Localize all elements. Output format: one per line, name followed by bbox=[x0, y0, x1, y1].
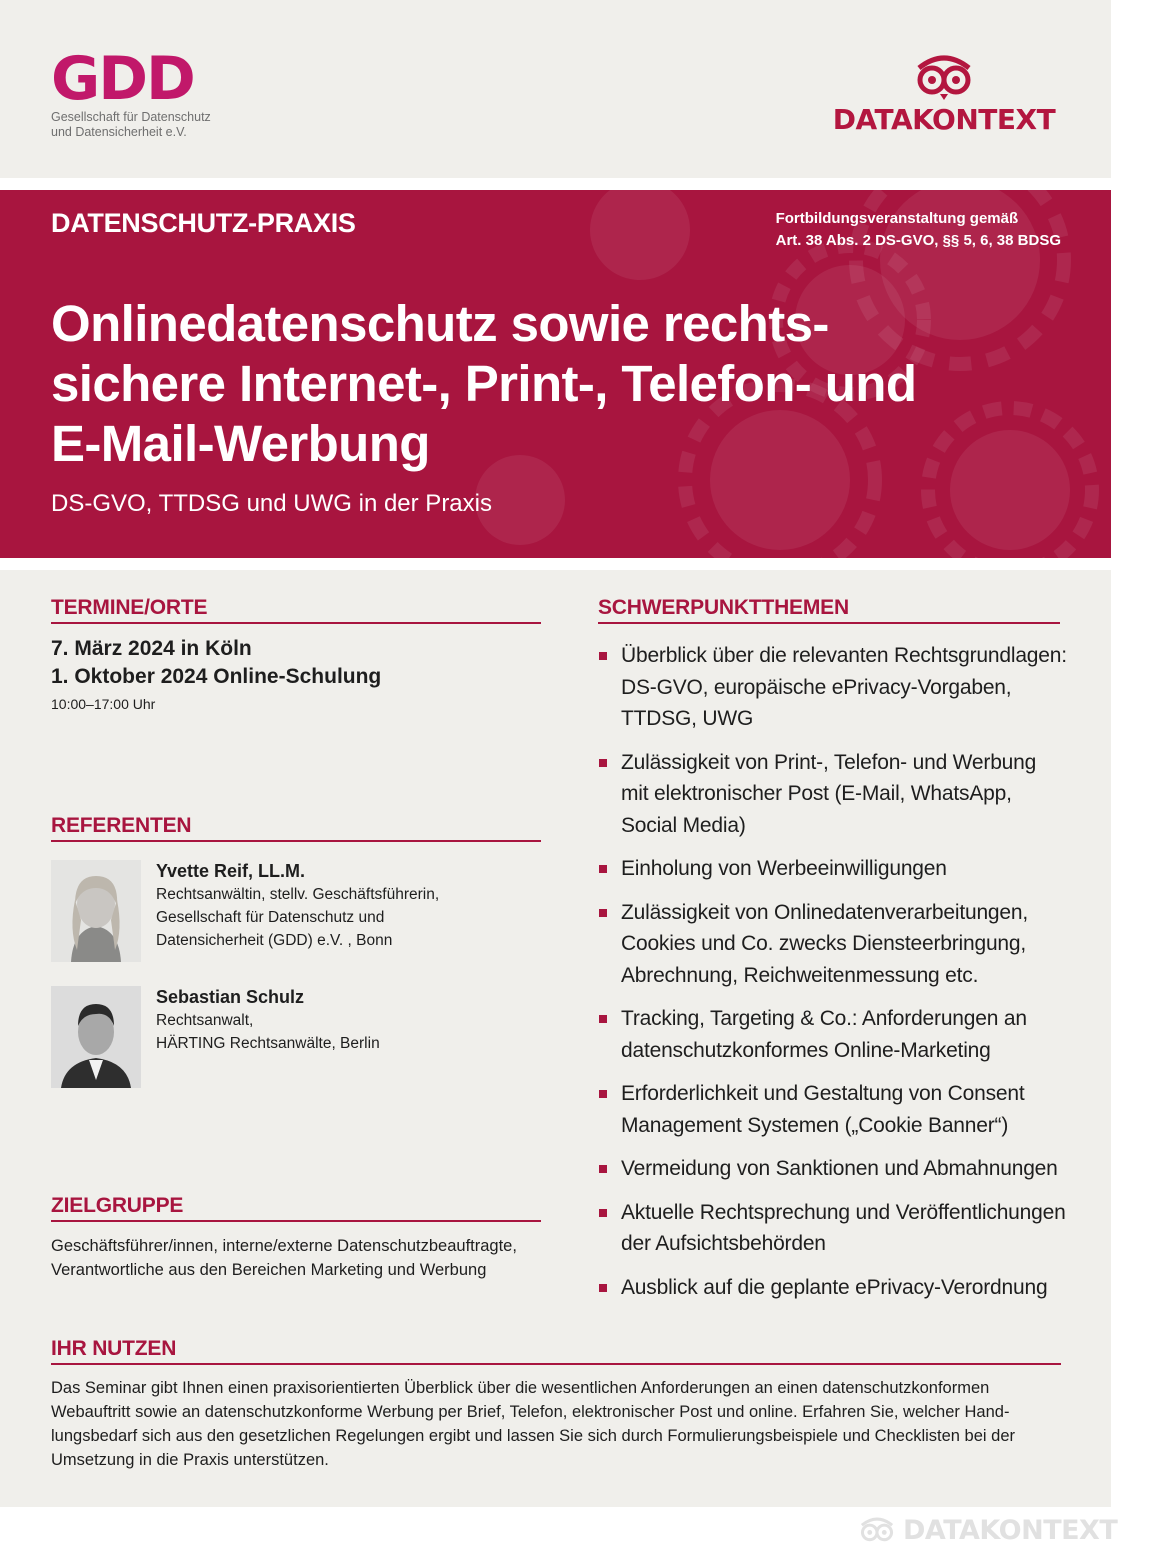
title-line2: sichere Internet-, Print-, Telefon- und bbox=[51, 355, 917, 412]
schwerpunkte-heading: SCHWERPUNKTTHEMEN bbox=[598, 596, 1060, 624]
datakontext-wordmark: DATAKONTEXT bbox=[832, 103, 1056, 136]
topic-item bbox=[598, 1153, 1068, 1185]
gdd-logo bbox=[51, 44, 211, 140]
footer-logo bbox=[857, 1512, 1117, 1548]
page-title bbox=[51, 294, 916, 474]
nutzen-text bbox=[51, 1376, 1061, 1472]
zielgruppe-line: Verantwortliche aus den Bereichen Marketing und Werbung bbox=[51, 1261, 487, 1279]
zielgruppe-text bbox=[51, 1234, 551, 1282]
zielgruppe-heading: ZIELGRUPPE bbox=[51, 1194, 541, 1222]
date-format: Online-Schulung bbox=[213, 665, 382, 688]
date-text: 1. Oktober 2024 bbox=[51, 665, 208, 688]
title-line1: Onlinedatenschutz sowie rechts- bbox=[51, 295, 829, 352]
dates-block bbox=[51, 635, 381, 691]
date-item: 7. März 2024 in Köln bbox=[51, 637, 252, 660]
topic-text: Ausblick auf die geplante ePrivacy-Verordnung bbox=[621, 1275, 1048, 1299]
speaker-photo bbox=[51, 986, 141, 1088]
portrait-icon bbox=[51, 860, 141, 962]
bullet-icon bbox=[599, 1015, 607, 1023]
bullet-icon bbox=[599, 1165, 607, 1173]
owl-icon bbox=[857, 1514, 897, 1546]
bullet-icon bbox=[599, 909, 607, 917]
nutzen-heading: IHR NUTZEN bbox=[51, 1337, 1061, 1365]
topic-item bbox=[598, 897, 1068, 992]
bullet-icon bbox=[599, 1284, 607, 1292]
speaker-organization: Gesellschaft für Datenschutz und bbox=[156, 909, 385, 926]
topic-item bbox=[598, 1078, 1068, 1141]
owl-icon bbox=[911, 50, 977, 102]
topic-item bbox=[598, 1003, 1068, 1066]
speaker-name: Yvette Reif, LL.M. bbox=[156, 861, 306, 881]
date-item bbox=[51, 663, 381, 691]
header-area bbox=[0, 0, 1111, 178]
bullet-icon bbox=[599, 759, 607, 767]
topic-item bbox=[598, 853, 1068, 885]
bullet-icon bbox=[599, 1209, 607, 1217]
gdd-logo-word: GDD bbox=[51, 44, 194, 114]
topic-text: Einholung von Werbeeinwilligungen bbox=[621, 857, 947, 880]
hero-banner bbox=[0, 190, 1111, 558]
termine-heading: TERMINE/ORTE bbox=[51, 596, 541, 624]
topic-text: Tracking, Targeting & Co.: Anforderungen an datenschutzkonformes Online-Marketing bbox=[621, 1007, 1027, 1062]
speaker-info bbox=[156, 986, 380, 1055]
speaker-info bbox=[156, 860, 439, 952]
topics-list bbox=[598, 640, 1068, 1315]
nutzen-line: lungsbedarf sich aus den gesetzlichen Regelungen ergibt und lassen Sie sich durch Formulierungsbeispiele und Checklisten bei der bbox=[51, 1427, 1016, 1445]
cert-line2: Art. 38 Abs. 2 DS-GVO, §§ 5, 6, 38 BDSG bbox=[775, 232, 1061, 249]
topic-text: Aktuelle Rechtsprechung und Veröffentlichungen der Aufsichtsbehörden bbox=[621, 1200, 1066, 1255]
gdd-logo-subtitle bbox=[51, 110, 211, 140]
portrait-icon bbox=[51, 986, 141, 1088]
page-subtitle: DS-GVO, TTDSG und UWG in der Praxis bbox=[51, 490, 492, 517]
topic-item bbox=[598, 1272, 1068, 1304]
datakontext-logo bbox=[826, 50, 1062, 136]
nutzen-line: Das Seminar gibt Ihnen einen praxisorientierten Überblick über die wesentlichen Anforderungen an einen datenschutzkonformen bbox=[51, 1379, 990, 1397]
time-range: 10:00–17:00 Uhr bbox=[51, 696, 156, 712]
zielgruppe-line: Geschäftsführer/innen, interne/externe Datenschutzbeauftragte, bbox=[51, 1237, 517, 1255]
topic-text: Zulässigkeit von Onlinedatenverarbeitungen, Cookies und Co. zwecks Diensteerbringung, Abrechnung, Reichweitenmessung etc. bbox=[621, 900, 1028, 987]
gdd-subtitle-line1: Gesellschaft für Datenschutz bbox=[51, 110, 211, 124]
speaker-photo bbox=[51, 860, 141, 962]
speaker-organization: HÄRTING Rechtsanwälte, Berlin bbox=[156, 1035, 380, 1052]
nutzen-line: Umsetzung in die Praxis unterstützen. bbox=[51, 1451, 329, 1469]
nutzen-line: Webauftritt sowie an datenschutzkonforme Werbung per Brief, Telefon, elektronischer Post und online. Erfahren Sie, welcher Hand- bbox=[51, 1403, 1010, 1421]
title-line3: E-Mail-Werbung bbox=[51, 415, 430, 472]
bullet-icon bbox=[599, 865, 607, 873]
topic-text: Überblick über die relevanten Rechtsgrundlagen: DS-GVO, europäische ePrivacy-Vorgaben, TTDSG, UWG bbox=[621, 644, 1067, 730]
topic-item bbox=[598, 1197, 1068, 1260]
speaker-name: Sebastian Schulz bbox=[156, 987, 305, 1007]
topic-text: Erforderlichkeit und Gestaltung von Consent Management Systemen („Cookie Banner“) bbox=[621, 1082, 1025, 1137]
content-area bbox=[0, 570, 1111, 1507]
bullet-icon bbox=[599, 1090, 607, 1098]
topic-text: Vermeidung von Sanktionen und Abmahnungen bbox=[621, 1157, 1058, 1180]
footer-wordmark: DATAKONTEXT bbox=[903, 1514, 1118, 1546]
topic-item bbox=[598, 747, 1068, 842]
cert-line1: Fortbildungsveranstaltung gemäß bbox=[775, 210, 1019, 227]
speaker-organization: Datensicherheit (GDD) e.V. , Bonn bbox=[156, 932, 393, 949]
series-label: DATENSCHUTZ-PRAXIS bbox=[51, 208, 356, 238]
topic-item bbox=[598, 640, 1068, 735]
speaker-role: Rechtsanwältin, stellv. Geschäftsführerin, bbox=[156, 886, 440, 903]
gdd-subtitle-line2: und Datensicherheit e.V. bbox=[51, 125, 187, 139]
referenten-heading: REFERENTEN bbox=[51, 814, 541, 842]
speaker-role: Rechtsanwalt, bbox=[156, 1012, 254, 1029]
bullet-icon bbox=[599, 652, 607, 660]
topic-text: Zulässigkeit von Print-, Telefon- und Werbung mit elektronischer Post (E-Mail, WhatsApp, Social Media) bbox=[621, 750, 1037, 837]
certification-note bbox=[776, 208, 1061, 252]
